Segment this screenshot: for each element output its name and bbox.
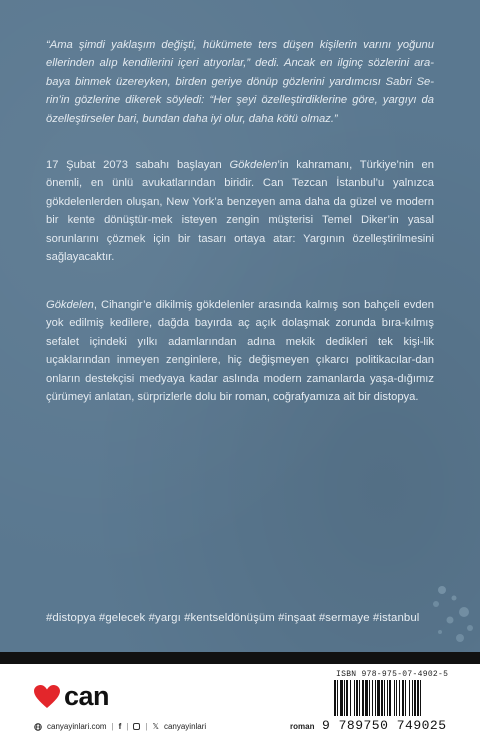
publisher-logo	[34, 683, 109, 710]
globe-icon	[34, 723, 42, 731]
description-text: , Cihangir’e dikilmiş gökdelenler arasında kalmış son bahçeli evden yok edilmiş kedilere, dağda bayırda aç açık dolaşmak zorunda bıra-kılmış sefalet içindeki yılkı adamlarından adına mekik dedikleri tek kişi-lik uçaklarından inmeyen zenginlere, hiç değişmeyen çıkarcı politikacılar-dan onların destekçisi medyaya kadar aslında modern zamanlarda yaşa-dığımız çürümeyi anlatan, sürprizlerle dolu bir roman, coğrafyamıza ait bir distopya.	[46, 299, 434, 404]
barcode-bar	[356, 680, 358, 716]
publisher-contact-line	[34, 722, 206, 731]
quote-part-2: “Her şeyi özelleştirdiklerine göre, yargıyı da özelleştirseler bari, bundan daha iyi olur, daha kötü olmaz.”	[46, 94, 434, 125]
quote-part-1: “Ama şimdi yaklaşım değişti, hükümete ters düşen kişilerin varını yoğunu ellerinden alıp kendilerini içeri atıyorlar,”	[46, 39, 434, 70]
barcode-bar	[377, 680, 380, 716]
barcode	[332, 680, 452, 716]
synopsis-text-2: ’in kahramanı, Türkiye’nin en önemli, en ünlü avukatlarından biridir. Can Tezcan İstanbul’u yalnızca gökdelenlerden oluşan, New York’a benzeyen ama daha da güzel ve modern bir kente dönüştür-mek isteyen zengin müşterisi Temel Diker’in yasal sorunlarını çözmek için bir tasarı ortaya atar: Yargının özelleştirilmesini sağlayacaktır.	[46, 159, 434, 264]
barcode-bar	[362, 680, 364, 716]
description-paragraph	[46, 296, 434, 406]
barcode-bar	[350, 680, 351, 716]
publisher-name: can	[64, 681, 110, 711]
separator: |	[126, 722, 129, 731]
hashtags: #distopya #gelecek #yargı #kentseldönüşüm #inşaat #sermaye #istanbul	[46, 612, 420, 624]
footer-black-band	[0, 652, 480, 664]
isbn-number: 9 789750 749025	[322, 718, 447, 733]
paint-splash-decoration	[380, 560, 480, 650]
barcode-bar	[420, 680, 421, 716]
barcode-bar	[387, 680, 388, 716]
barcode-bar	[369, 680, 370, 716]
website-text: canyayinlari.com	[47, 722, 107, 731]
barcode-bar	[394, 680, 395, 716]
quote-narration: dedi. Ancak en ilginç sözlerini ara-baya binmek üzereyken, birden geriye dönüp gözlerini yardımcısı Sabri Se-rin’in gözlerine dikerek söyledi:	[46, 57, 434, 107]
barcode-bar	[402, 680, 404, 716]
barcode-bar	[372, 680, 373, 716]
synopsis-paragraph	[46, 156, 434, 266]
facebook-icon: f	[118, 722, 122, 731]
barcode-bar	[399, 680, 400, 716]
barcode-bar	[409, 680, 410, 716]
social-handle: canyayinlari	[163, 722, 207, 731]
barcode-bar	[365, 680, 368, 716]
barcode-bar	[375, 680, 376, 716]
barcode-bar	[389, 680, 391, 716]
barcode-bar	[337, 680, 338, 716]
category-label: roman	[290, 722, 315, 731]
barcode-bar	[384, 680, 385, 716]
barcode-bar	[414, 680, 416, 716]
barcode-bar	[396, 680, 397, 716]
barcode-bar	[417, 680, 419, 716]
barcode-bar	[405, 680, 406, 716]
book-title-inline: Gökdelen	[46, 299, 94, 311]
barcode-bar	[412, 680, 413, 716]
quote-paragraph	[46, 36, 434, 128]
barcode-bar	[344, 680, 345, 716]
synopsis-text-1: 17 Şubat 2073 sabahı başlayan	[46, 159, 230, 171]
barcode-bar	[340, 680, 343, 716]
barcode-bar	[334, 680, 336, 716]
separator: |	[145, 722, 148, 731]
instagram-icon	[133, 723, 140, 730]
barcode-bar	[346, 680, 348, 716]
x-icon: 𝕏	[152, 722, 159, 731]
separator: |	[111, 722, 114, 731]
heart-icon	[34, 685, 60, 709]
isbn-label: ISBN 978-975-07-4902-5	[336, 670, 449, 679]
book-title-inline: Gökdelen	[229, 159, 278, 171]
barcode-bar	[381, 680, 383, 716]
barcode-bar	[359, 680, 360, 716]
barcode-bar	[354, 680, 355, 716]
